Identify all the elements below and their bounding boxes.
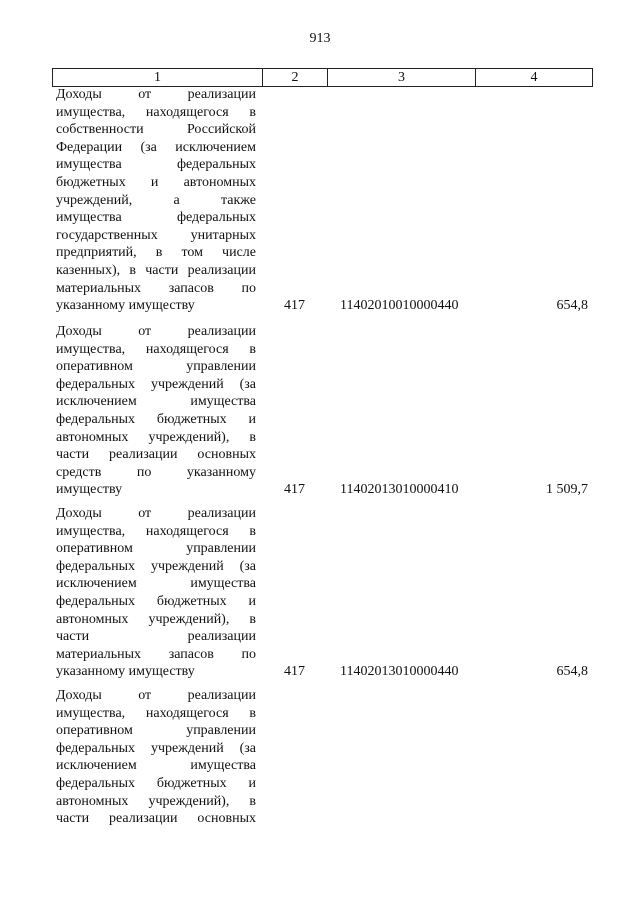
description-line: учреждений, а также	[56, 192, 256, 208]
description-line: имущества, находящегося в	[56, 523, 256, 539]
description-line: части реализации	[56, 629, 256, 645]
kbk-code: 11402013010000440	[340, 664, 459, 679]
description-line: автономных учреждений), в	[56, 793, 256, 809]
description-line: исключением имущества	[56, 758, 256, 774]
description-line: материальных запасов по	[56, 646, 256, 662]
description-line: материальных запасов по	[56, 280, 256, 296]
row-description	[56, 505, 256, 681]
description-line: федеральных бюджетных и	[56, 411, 256, 427]
description-line: собственности Российской	[56, 122, 256, 138]
description-line: указанному имуществу	[56, 664, 195, 680]
description-line: имуществу	[56, 482, 123, 498]
description-line: федеральных учреждений (за	[56, 558, 256, 574]
description-line: автономных учреждений), в	[56, 429, 256, 445]
row-description	[56, 687, 256, 828]
admin-code: 417	[284, 482, 305, 497]
description-line: оперативном управлении	[56, 359, 256, 375]
description-line: исключением имущества	[56, 576, 256, 592]
description-line: средств по указанному	[56, 464, 256, 480]
column-header-4: 4	[476, 69, 593, 87]
admin-code: 417	[284, 664, 305, 679]
page-number: 913	[309, 31, 331, 46]
column-header-table	[52, 68, 593, 87]
column-header-row	[53, 69, 593, 87]
kbk-code: 11402010010000440	[340, 298, 459, 313]
description-line: указанному имуществу	[56, 298, 195, 314]
description-line: Доходы от реализации	[56, 688, 256, 703]
description-line: государственных унитарных	[56, 227, 256, 243]
row-description	[56, 323, 256, 499]
column-header-1: 1	[53, 69, 263, 87]
description-line: Доходы от реализации	[56, 87, 256, 102]
description-line: имущества, находящегося в	[56, 705, 256, 721]
description-line: бюджетных и автономных	[56, 174, 256, 190]
description-line: части реализации основных	[56, 811, 256, 827]
description-line: Федерации (за исключением	[56, 139, 256, 155]
description-line: казенных), в части реализации	[56, 262, 256, 278]
column-header-2: 2	[263, 69, 328, 87]
description-line: имущества, находящегося в	[56, 104, 256, 120]
description-line: предприятий, в том числе	[56, 245, 256, 261]
row-description	[56, 86, 256, 315]
description-line: федеральных бюджетных и	[56, 593, 256, 609]
description-line: федеральных бюджетных и	[56, 775, 256, 791]
description-line: части реализации основных	[56, 447, 256, 463]
amount: 654,8	[556, 298, 588, 313]
description-line: имущества, находящегося в	[56, 341, 256, 357]
amount: 654,8	[556, 664, 588, 679]
description-line: исключением имущества	[56, 394, 256, 410]
admin-code: 417	[284, 298, 305, 313]
description-line: Доходы от реализации	[56, 324, 256, 339]
description-line: федеральных учреждений (за	[56, 376, 256, 392]
description-line: имущества федеральных	[56, 157, 256, 173]
description-line: оперативном управлении	[56, 541, 256, 557]
kbk-code: 11402013010000410	[340, 482, 459, 497]
description-line: оперативном управлении	[56, 723, 256, 739]
description-line: имущества федеральных	[56, 210, 256, 226]
column-header-3: 3	[328, 69, 476, 87]
description-line: Доходы от реализации	[56, 506, 256, 521]
description-line: автономных учреждений), в	[56, 611, 256, 627]
amount: 1 509,7	[546, 482, 588, 497]
description-line: федеральных учреждений (за	[56, 740, 256, 756]
